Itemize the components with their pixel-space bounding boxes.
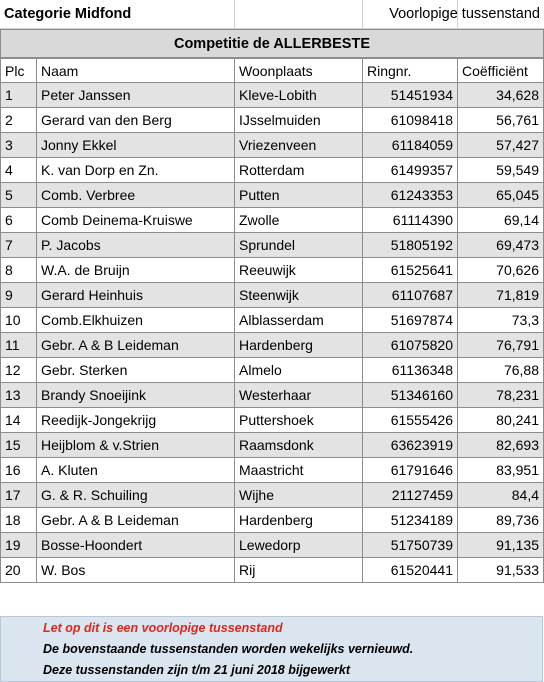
competition-title: Competitie de ALLERBESTE (173, 35, 371, 52)
cell-coefficient[interactable]: 57,427 (458, 133, 544, 158)
cell-ringnr[interactable]: 61555426 (363, 408, 458, 433)
cell-naam[interactable]: Comb. Verbree (37, 183, 235, 208)
cell-woonplaats[interactable]: Sprundel (235, 233, 363, 258)
table-row[interactable] (1, 233, 544, 258)
update-note: De bovenstaande tussenstanden worden wekelijks vernieuwd. (43, 642, 414, 656)
gridline (362, 0, 363, 29)
cell-naam[interactable]: Comb Deinema-Kruiswe (37, 208, 235, 233)
cell-coefficient[interactable]: 56,761 (458, 108, 544, 133)
cell-plc[interactable]: 16 (1, 458, 37, 483)
cell-coefficient[interactable]: 78,231 (458, 383, 544, 408)
cell-naam[interactable]: Brandy Snoeijink (37, 383, 235, 408)
cell-plc[interactable]: 18 (1, 508, 37, 533)
table-row[interactable] (1, 483, 544, 508)
cell-woonplaats[interactable]: IJsselmuiden (235, 108, 363, 133)
cell-woonplaats[interactable]: Steenwijk (235, 283, 363, 308)
cell-woonplaats[interactable]: Maastricht (235, 458, 363, 483)
cell-woonplaats[interactable]: Almelo (235, 358, 363, 383)
table-row[interactable] (1, 183, 544, 208)
cell-naam[interactable]: G. & R. Schuiling (37, 483, 235, 508)
table-row[interactable] (1, 533, 544, 558)
cell-woonplaats[interactable]: Westerhaar (235, 383, 363, 408)
cell-naam[interactable]: Jonny Ekkel (37, 133, 235, 158)
cell-ringnr[interactable]: 61107687 (363, 283, 458, 308)
cell-plc[interactable]: 11 (1, 333, 37, 358)
cell-coefficient[interactable]: 70,626 (458, 258, 544, 283)
cell-plc[interactable]: 9 (1, 283, 37, 308)
warning-note: Let op dit is een voorlopige tussenstand (43, 621, 283, 635)
cell-ringnr[interactable]: 63623919 (363, 433, 458, 458)
cell-woonplaats[interactable]: Rij (235, 558, 363, 583)
cell-naam[interactable]: Gebr. Sterken (37, 358, 235, 383)
cell-coefficient[interactable]: 83,951 (458, 458, 544, 483)
cell-naam[interactable]: Heijblom & v.Strien (37, 433, 235, 458)
table-row[interactable] (1, 358, 544, 383)
cell-plc[interactable]: 4 (1, 158, 37, 183)
cell-woonplaats[interactable]: Putten (235, 183, 363, 208)
cell-naam[interactable]: Gerard Heinhuis (37, 283, 235, 308)
cell-plc[interactable]: 5 (1, 183, 37, 208)
cell-coefficient[interactable]: 84,4 (458, 483, 544, 508)
cell-coefficient[interactable]: 76,88 (458, 358, 544, 383)
cell-woonplaats[interactable]: Hardenberg (235, 333, 363, 358)
cell-naam[interactable]: Reedijk-Jongekrijg (37, 408, 235, 433)
cell-naam[interactable]: P. Jacobs (37, 233, 235, 258)
table-row[interactable] (1, 258, 544, 283)
cell-ringnr[interactable]: 61499357 (363, 158, 458, 183)
table-row[interactable] (1, 158, 544, 183)
cell-woonplaats[interactable]: Wijhe (235, 483, 363, 508)
status-label: Voorlopige tussenstand (389, 6, 540, 22)
table-row[interactable] (1, 83, 544, 108)
cell-coefficient[interactable]: 59,549 (458, 158, 544, 183)
cell-coefficient[interactable]: 80,241 (458, 408, 544, 433)
cell-plc[interactable]: 17 (1, 483, 37, 508)
cell-ringnr[interactable]: 61243353 (363, 183, 458, 208)
cell-woonplaats[interactable]: Raamsdonk (235, 433, 363, 458)
cell-naam[interactable]: Gebr. A & B Leideman (37, 508, 235, 533)
cell-ringnr[interactable]: 21127459 (363, 483, 458, 508)
cell-naam[interactable]: K. van Dorp en Zn. (37, 158, 235, 183)
cell-naam[interactable]: W.A. de Bruijn (37, 258, 235, 283)
cell-plc[interactable]: 10 (1, 308, 37, 333)
cell-plc[interactable]: 19 (1, 533, 37, 558)
column-header-coefficient[interactable]: Coëfficiënt (458, 59, 544, 83)
table-row[interactable] (1, 558, 544, 583)
cell-woonplaats[interactable]: Hardenberg (235, 508, 363, 533)
cell-ringnr[interactable]: 61136348 (363, 358, 458, 383)
cell-coefficient[interactable]: 69,14 (458, 208, 544, 233)
cell-coefficient[interactable]: 69,473 (458, 233, 544, 258)
cell-ringnr[interactable]: 51346160 (363, 383, 458, 408)
cell-ringnr[interactable]: 61520441 (363, 558, 458, 583)
cell-coefficient[interactable]: 91,533 (458, 558, 544, 583)
cell-coefficient[interactable]: 71,819 (458, 283, 544, 308)
table-row[interactable] (1, 433, 544, 458)
cell-plc[interactable]: 8 (1, 258, 37, 283)
cell-coefficient[interactable]: 65,045 (458, 183, 544, 208)
cell-ringnr[interactable]: 51805192 (363, 233, 458, 258)
table-row[interactable] (1, 283, 544, 308)
cell-woonplaats[interactable]: Vriezenveen (235, 133, 363, 158)
cell-woonplaats[interactable]: Puttershoek (235, 408, 363, 433)
cell-woonplaats[interactable]: Rotterdam (235, 158, 363, 183)
cell-naam[interactable]: Gebr. A & B Leideman (37, 333, 235, 358)
table-row[interactable] (1, 108, 544, 133)
cell-woonplaats[interactable]: Kleve-Lobith (235, 83, 363, 108)
column-header-ringnr[interactable]: Ringnr. (363, 59, 458, 83)
table-row[interactable] (1, 308, 544, 333)
standings-body (1, 83, 544, 583)
date-note: Deze tussenstanden zijn t/m 21 juni 2018 bijgewerkt (43, 663, 351, 677)
cell-naam[interactable]: W. Bos (37, 558, 235, 583)
cell-coefficient[interactable]: 76,791 (458, 333, 544, 358)
cell-coefficient[interactable]: 82,693 (458, 433, 544, 458)
table-row[interactable] (1, 133, 544, 158)
cell-plc[interactable]: 13 (1, 383, 37, 408)
table-row[interactable] (1, 408, 544, 433)
cell-plc[interactable]: 1 (1, 83, 37, 108)
cell-ringnr[interactable]: 61075820 (363, 333, 458, 358)
cell-ringnr[interactable]: 61114390 (363, 208, 458, 233)
table-row[interactable] (1, 333, 544, 358)
cell-ringnr[interactable]: 51234189 (363, 508, 458, 533)
cell-plc[interactable]: 7 (1, 233, 37, 258)
cell-ringnr[interactable]: 61525641 (363, 258, 458, 283)
table-row[interactable] (1, 383, 544, 408)
cell-plc[interactable]: 14 (1, 408, 37, 433)
table-row[interactable] (1, 208, 544, 233)
cell-coefficient[interactable]: 91,135 (458, 533, 544, 558)
cell-woonplaats[interactable]: Alblasserdam (235, 308, 363, 333)
cell-plc[interactable]: 12 (1, 358, 37, 383)
cell-plc[interactable]: 15 (1, 433, 37, 458)
cell-plc[interactable]: 2 (1, 108, 37, 133)
cell-plc[interactable]: 6 (1, 208, 37, 233)
column-header-plc[interactable]: Plc (1, 59, 37, 83)
cell-naam[interactable]: A. Kluten (37, 458, 235, 483)
column-header-naam[interactable]: Naam (37, 59, 235, 83)
cell-plc[interactable]: 20 (1, 558, 37, 583)
cell-woonplaats[interactable]: Zwolle (235, 208, 363, 233)
column-header-row (1, 59, 544, 83)
cell-ringnr[interactable]: 51697874 (363, 308, 458, 333)
cell-ringnr[interactable]: 51750739 (363, 533, 458, 558)
column-header-woonplaats[interactable]: Woonplaats (235, 59, 363, 83)
cell-woonplaats[interactable]: Lewedorp (235, 533, 363, 558)
standings-table (0, 58, 544, 583)
cell-naam[interactable]: Bosse-Hoondert (37, 533, 235, 558)
cell-naam[interactable]: Comb.Elkhuizen (37, 308, 235, 333)
header-row (0, 0, 544, 29)
table-row[interactable] (1, 458, 544, 483)
cell-coefficient[interactable]: 89,736 (458, 508, 544, 533)
table-row[interactable] (1, 508, 544, 533)
category-title: Categorie Midfond (4, 6, 132, 22)
notes-panel (0, 616, 543, 682)
cell-naam[interactable]: Gerard van den Berg (37, 108, 235, 133)
cell-coefficient[interactable]: 73,3 (458, 308, 544, 333)
cell-plc[interactable]: 3 (1, 133, 37, 158)
cell-ringnr[interactable]: 61098418 (363, 108, 458, 133)
gridline (234, 0, 235, 29)
cell-ringnr[interactable]: 61184059 (363, 133, 458, 158)
cell-coefficient[interactable]: 34,628 (458, 83, 544, 108)
cell-woonplaats[interactable]: Reeuwijk (235, 258, 363, 283)
cell-ringnr[interactable]: 51451934 (363, 83, 458, 108)
cell-naam[interactable]: Peter Janssen (37, 83, 235, 108)
cell-ringnr[interactable]: 61791646 (363, 458, 458, 483)
competition-title-row (0, 29, 544, 58)
